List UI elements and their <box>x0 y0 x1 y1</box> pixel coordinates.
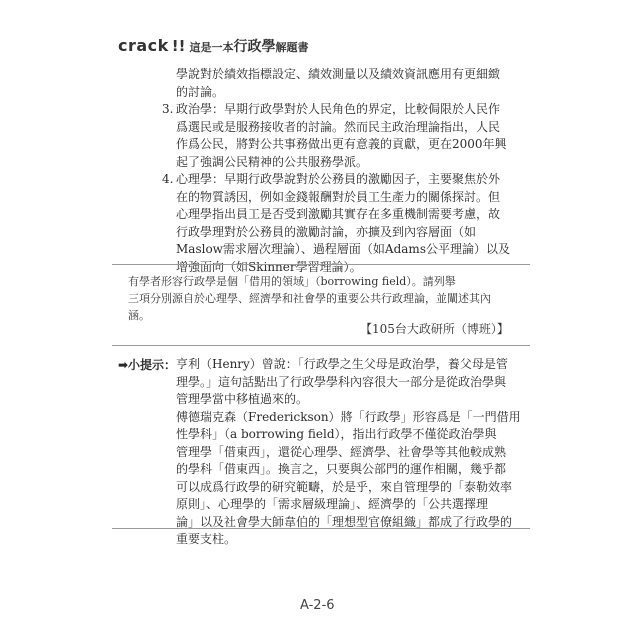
list-item-number: 4. <box>162 172 174 186</box>
intro-line: 學說對於績效指標設定、績效測量以及績效資訊應用有更細緻 <box>176 67 501 81</box>
list-item-line: 增強面向（如Skinner學習理論）。 <box>176 259 362 274</box>
page-header <box>118 36 308 56</box>
list-item-line: 政治學：早期行政學對於人民角色的界定，比較侷限於人民作 <box>176 102 501 116</box>
question-line: 涵。 <box>128 309 150 322</box>
list-item-line: 心理學：早期行政學說對於公務員的激勵因子，主要聚焦於外 <box>176 172 501 186</box>
exam-question <box>128 273 491 324</box>
tip-line: 理學。」這句話點出了行政學學科內容很大一部分是從政治學與 <box>176 374 507 389</box>
list-item-number: 3. <box>162 102 174 116</box>
tip-line: 性學科」（a borrowing field），指出行政學不僅從政治學與 <box>176 427 497 441</box>
tip-line: 可以成爲行政學的研究範疇，於是乎，來自管理學的「泰勒效率 <box>176 479 513 494</box>
list-item-line: 作爲公民，將對公共事務做出更有意義的貢獻，更在2000年興 <box>176 137 507 151</box>
tip-text <box>176 356 521 549</box>
tip-line: 傅德瑞克森（Frederickson）將「行政學」形容爲是「一門借用 <box>176 409 521 424</box>
list-item-psychology <box>162 171 510 276</box>
brand-mark: !! <box>171 37 186 55</box>
list-item-political-science <box>162 101 510 171</box>
tip-line: 的學科「借東西」。換言之，只要與公部門的運作相關，幾乎都 <box>176 462 507 476</box>
tip-line: 管理學「借東西」，還從心理學、經濟學、社會學等其他較成熟 <box>176 444 507 459</box>
tip-line: 原則」、心理學的「需求層級理論」、經濟學的「公共選擇理 <box>176 497 489 511</box>
tip-line: 管理學當中移植過來的。 <box>176 392 309 406</box>
header-subtitle-prefix: 這是一本 <box>189 41 234 54</box>
tip-line: 亨利（Henry）曾說：「行政學之生父母是政治學，養父母是管 <box>176 357 508 371</box>
tip-line: 論」以及社會學大師韋伯的「理想型官僚組織」都成了行政學的 <box>176 514 513 529</box>
list-item-line: 在的物質誘因，例如金錢報酬對於員工生產力的關係探討。但 <box>176 189 501 204</box>
list-section <box>162 66 510 276</box>
list-item-line: 心理學指出員工是否受到激勵其實存在多重機制需要考慮，故 <box>176 207 501 221</box>
tip-line: 重要支柱。 <box>176 532 237 546</box>
page-number: A-2-6 <box>300 598 335 613</box>
header-subtitle-suffix: 解題書 <box>275 41 309 54</box>
question-line: 三項分別源自於心理學、經濟學和社會學的重要公共行政理論，並闡述其內 <box>128 292 491 305</box>
intro-line: 的討論。 <box>176 84 225 99</box>
question-line: 有學者形容行政學是個「借用的領域」（borrowing field）。請列舉 <box>128 275 456 288</box>
brand-logo: crack <box>118 36 169 55</box>
list-item-line: 起了強調公民精神的公共服務學派。 <box>176 154 369 169</box>
section-divider <box>112 264 530 265</box>
list-item-line: 行政學理對於公務員的激勵討論，亦擴及到內容層面（如 <box>176 224 477 239</box>
tip-label: ➡小提示： <box>118 358 177 372</box>
list-item-line: Maslow需求層次理論）、過程層面（如Adams公平理論）以及 <box>176 242 510 256</box>
list-item-line: 爲選民或是服務接收者的討論。然而民主政治理論指出，人民 <box>176 119 501 134</box>
question-source: 【105台大政研所（博班）】 <box>360 322 509 336</box>
header-subtitle-main: 行政學 <box>233 39 276 55</box>
